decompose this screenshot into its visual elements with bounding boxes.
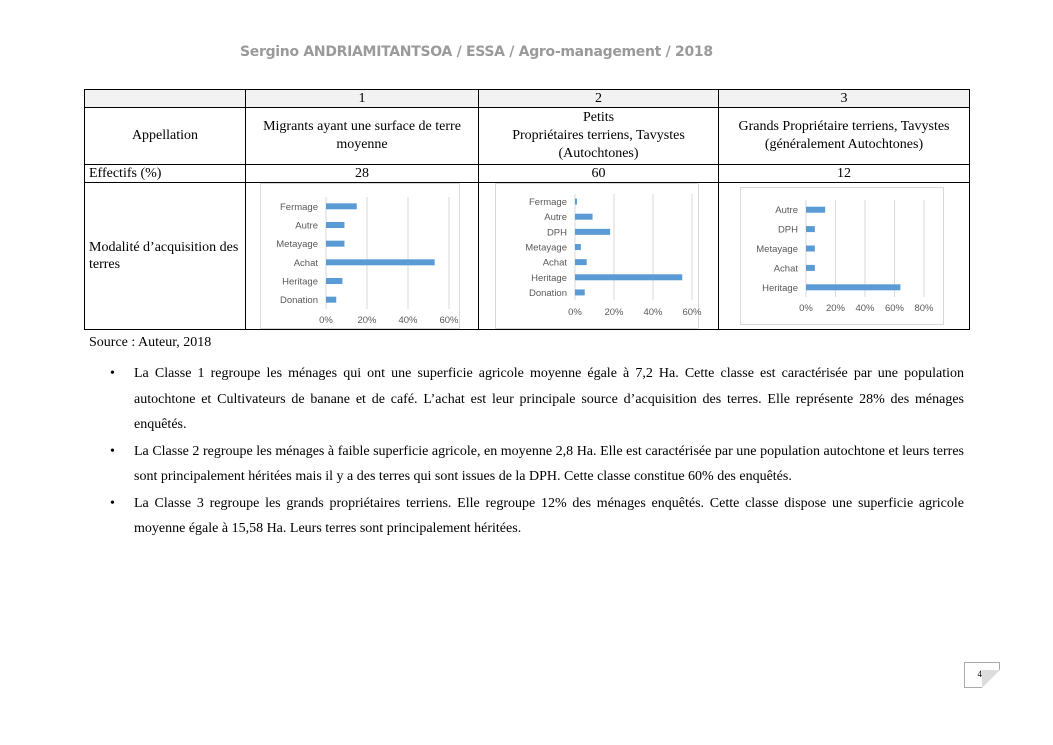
- x-tick-label: 40%: [398, 315, 418, 326]
- page-fold-icon: [982, 670, 1000, 688]
- chart-class-1: [260, 183, 460, 329]
- bar: [326, 278, 342, 284]
- appellation-cell: Grands Propriétaire terriens, Tavystes (généralement Autochtones): [719, 108, 970, 165]
- bullet-text: La Classe 1 regroupe les ménages qui ont une superficie agricole moyenne égale à 7,2 Ha. Cette classe est caractérisée par une population autochtone et Cultivateurs de banane et de café. L’achat est leur principale source d’acquisition des terres. Elle représente 28% des ménages enquêtés.: [134, 366, 964, 432]
- x-tick-label: 20%: [604, 307, 624, 318]
- bar: [806, 207, 825, 213]
- bar: [806, 284, 900, 290]
- appellation-cell: Petits Propriétaires terriens, Tavystes (Autochtones): [479, 108, 719, 165]
- category-label: Heritage: [762, 282, 798, 294]
- appellation-label: Appellation: [85, 108, 246, 165]
- bullet-text: La Classe 3 regroupe les grands propriétaires terriens. Elle regroupe 12% des ménages enquêtés. Cette classe dispose une superficie agricole moyenne égale à 15,58 Ha. Leurs terres sont principalement héritées.: [134, 495, 964, 536]
- page-number-text: 43: [977, 669, 987, 679]
- category-label: Achat: [542, 257, 567, 269]
- page-header: Sergino ANDRIAMITANTSOA / ESSA / Agro-management / 2018: [240, 44, 713, 60]
- category-label: Donation: [279, 295, 318, 307]
- column-number: 1: [246, 90, 479, 108]
- appellation-cell: Migrants ayant une surface de terre moyenne: [246, 108, 479, 165]
- bar: [326, 203, 357, 209]
- bar: [575, 259, 587, 265]
- category-label: DPH: [546, 227, 567, 239]
- effectif-cell: 60: [479, 165, 719, 183]
- bar: [326, 222, 344, 228]
- x-tick-label: 40%: [643, 307, 663, 318]
- column-number: 3: [719, 90, 970, 108]
- bullet-icon: •: [110, 495, 115, 511]
- effectif-cell: 28: [246, 165, 479, 183]
- bar: [326, 241, 344, 247]
- bar: [575, 199, 577, 205]
- bullet-icon: •: [110, 443, 115, 459]
- x-tick-label: 40%: [855, 303, 875, 314]
- category-label: Heritage: [282, 276, 318, 288]
- list-item: [108, 439, 964, 490]
- modalite-label: Modalité d’acquisition des terres: [85, 183, 246, 330]
- x-tick-label: 20%: [357, 315, 377, 326]
- chart-frame: [496, 184, 699, 329]
- category-label: Autre: [295, 220, 318, 232]
- list-item: [108, 361, 964, 438]
- category-label: Fermage: [279, 201, 318, 213]
- category-label: Fermage: [528, 197, 567, 209]
- bar: [575, 244, 581, 250]
- chart-cell: [479, 183, 719, 330]
- table-row: [85, 165, 970, 183]
- category-label: Achat: [773, 263, 798, 275]
- category-label: Achat: [293, 257, 318, 269]
- table-corner-cell: [85, 90, 246, 108]
- bar: [806, 265, 815, 271]
- bar: [575, 289, 585, 295]
- bar: [806, 246, 815, 252]
- list-item: [108, 491, 964, 542]
- table-row: [85, 108, 970, 165]
- bar: [806, 226, 815, 232]
- x-tick-label: 80%: [914, 303, 934, 314]
- x-tick-label: 0%: [568, 307, 582, 318]
- bar: [326, 259, 435, 265]
- x-tick-label: 60%: [884, 303, 905, 314]
- category-label: Autre: [544, 212, 567, 224]
- bullet-list: [108, 361, 964, 543]
- category-label: Heritage: [531, 272, 567, 284]
- bullet-icon: •: [110, 366, 115, 381]
- chart-cell: [246, 183, 479, 330]
- bar: [575, 229, 610, 235]
- category-label: Autre: [775, 205, 798, 217]
- column-number: 2: [479, 90, 719, 108]
- table-row: [85, 183, 970, 330]
- bar: [326, 297, 336, 303]
- x-tick-label: 60%: [439, 315, 459, 326]
- source-note: Source : Auteur, 2018: [89, 335, 212, 350]
- x-tick-label: 60%: [682, 307, 702, 318]
- page-number: [964, 662, 1000, 688]
- chart-cell: [719, 183, 970, 330]
- x-tick-label: 20%: [825, 303, 846, 314]
- chart-class-2: [495, 183, 702, 329]
- category-label: Metayage: [525, 242, 567, 254]
- chart-class-3: [740, 187, 944, 325]
- effectif-cell: 12: [719, 165, 970, 183]
- category-label: Metayage: [756, 244, 798, 255]
- bar: [575, 214, 593, 220]
- table-row: [85, 90, 970, 108]
- x-tick-label: 0%: [319, 315, 333, 326]
- classification-table: [84, 89, 970, 330]
- category-label: DPH: [777, 224, 798, 236]
- bar: [575, 274, 682, 280]
- bullet-text: La Classe 2 regroupe les ménages à faible superficie agricole, en moyenne 2,8 Ha. Elle est caractérisée par une population autochtone et leurs terres sont principalement héritées mais il y a des terres qui sont issues de la DPH. Cette classe constitue 60% des enquêtés.: [134, 443, 964, 484]
- category-label: Metayage: [276, 239, 318, 251]
- category-label: Donation: [528, 287, 567, 299]
- x-tick-label: 0%: [799, 303, 813, 314]
- effectifs-label: Effectifs (%): [85, 165, 246, 183]
